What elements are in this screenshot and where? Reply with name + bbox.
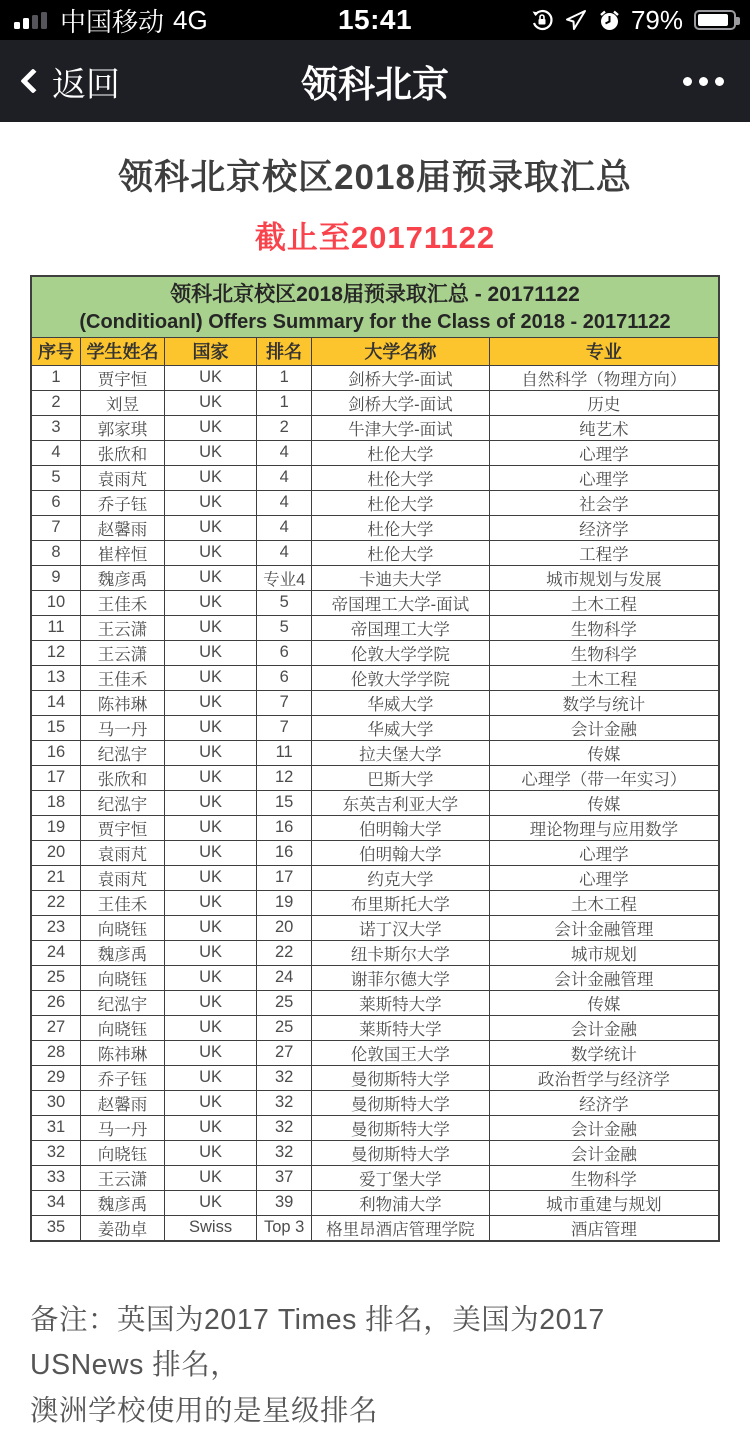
article-subtitle: 截止至20171122	[0, 212, 750, 257]
cell-rank: 5	[257, 615, 312, 640]
cell-university: 曼彻斯特大学	[312, 1065, 490, 1090]
col-header-rank: 排名	[257, 337, 312, 365]
cell-rank: 4	[257, 540, 312, 565]
cell-rank: 37	[257, 1165, 312, 1190]
cell-country: UK	[164, 1090, 256, 1115]
cell-student-name: 向晓钰	[81, 1015, 165, 1040]
cell-university: 伦敦大学学院	[312, 640, 490, 665]
cell-country: UK	[164, 840, 256, 865]
cell-university: 杜伦大学	[312, 490, 490, 515]
cell-university: 拉夫堡大学	[312, 740, 490, 765]
cell-rank: 25	[257, 1015, 312, 1040]
cell-country: UK	[164, 865, 256, 890]
cell-rank: 39	[257, 1190, 312, 1215]
cell-student-name: 魏彦禹	[81, 565, 165, 590]
table-row	[31, 1165, 719, 1190]
cell-country: UK	[164, 515, 256, 540]
cell-index: 23	[31, 915, 81, 940]
battery-icon	[694, 10, 736, 30]
cell-major: 酒店管理	[489, 1215, 719, 1241]
table-row	[31, 490, 719, 515]
cell-rank: 27	[257, 1040, 312, 1065]
table-row	[31, 590, 719, 615]
table-row	[31, 415, 719, 440]
table-row	[31, 965, 719, 990]
cell-major: 社会学	[489, 490, 719, 515]
cell-student-name: 张欣和	[81, 440, 165, 465]
cell-student-name: 王云潇	[81, 615, 165, 640]
cell-rank: 32	[257, 1115, 312, 1140]
table-row	[31, 465, 719, 490]
table-row	[31, 515, 719, 540]
network-type-label: 4G	[173, 5, 208, 36]
footnote-line: 澳洲学校使用的是星级排名	[30, 1389, 720, 1434]
cell-index: 30	[31, 1090, 81, 1115]
cell-index: 11	[31, 615, 81, 640]
cell-rank: 7	[257, 690, 312, 715]
cell-university: 剑桥大学-面试	[312, 390, 490, 415]
cell-major: 心理学	[489, 840, 719, 865]
cell-student-name: 陈祎琳	[81, 690, 165, 715]
cell-major: 心理学（带一年实习）	[489, 765, 719, 790]
cell-university: 曼彻斯特大学	[312, 1115, 490, 1140]
status-time: 15:41	[0, 4, 750, 36]
table-title-cn: 领科北京校区2018届预录取汇总 - 20171122	[31, 276, 719, 309]
cell-university: 谢菲尔德大学	[312, 965, 490, 990]
cell-index: 7	[31, 515, 81, 540]
cell-rank: 6	[257, 665, 312, 690]
cell-university: 诺丁汉大学	[312, 915, 490, 940]
cell-country: UK	[164, 1015, 256, 1040]
cell-country: UK	[164, 565, 256, 590]
cell-rank: 32	[257, 1065, 312, 1090]
cell-student-name: 袁雨芃	[81, 865, 165, 890]
cell-student-name: 姜劭卓	[81, 1215, 165, 1241]
cell-major: 工程学	[489, 540, 719, 565]
cell-rank: 1	[257, 390, 312, 415]
cell-university: 东英吉利亚大学	[312, 790, 490, 815]
cell-index: 24	[31, 940, 81, 965]
page-title: 领科北京	[0, 54, 750, 108]
cell-major: 土木工程	[489, 665, 719, 690]
cell-university: 剑桥大学-面试	[312, 365, 490, 390]
cell-rank: 24	[257, 965, 312, 990]
table-row	[31, 815, 719, 840]
cell-index: 6	[31, 490, 81, 515]
cell-country: UK	[164, 715, 256, 740]
cell-index: 22	[31, 890, 81, 915]
cell-index: 16	[31, 740, 81, 765]
cell-student-name: 向晓钰	[81, 965, 165, 990]
cell-rank: 12	[257, 765, 312, 790]
cell-rank: 16	[257, 840, 312, 865]
table-row	[31, 1015, 719, 1040]
cell-student-name: 袁雨芃	[81, 465, 165, 490]
col-header-student-name: 学生姓名	[81, 337, 165, 365]
orientation-lock-icon	[529, 7, 555, 33]
table-row	[31, 690, 719, 715]
cell-country: UK	[164, 915, 256, 940]
cell-major: 城市规划	[489, 940, 719, 965]
table-row	[31, 665, 719, 690]
cell-student-name: 王佳禾	[81, 890, 165, 915]
cell-country: UK	[164, 490, 256, 515]
cell-major: 理论物理与应用数学	[489, 815, 719, 840]
cell-index: 26	[31, 990, 81, 1015]
more-dot-icon	[715, 77, 724, 86]
cell-major: 经济学	[489, 1090, 719, 1115]
table-row	[31, 615, 719, 640]
cell-country: UK	[164, 765, 256, 790]
more-menu-button[interactable]	[681, 67, 726, 96]
cell-university: 爱丁堡大学	[312, 1165, 490, 1190]
cell-student-name: 陈祎琳	[81, 1040, 165, 1065]
cell-country: UK	[164, 890, 256, 915]
cell-university: 杜伦大学	[312, 465, 490, 490]
cell-student-name: 王佳禾	[81, 590, 165, 615]
cell-university: 莱斯特大学	[312, 990, 490, 1015]
cell-major: 经济学	[489, 515, 719, 540]
cell-major: 土木工程	[489, 890, 719, 915]
cell-rank: 2	[257, 415, 312, 440]
col-header-index: 序号	[31, 337, 81, 365]
cell-index: 20	[31, 840, 81, 865]
col-header-university: 大学名称	[312, 337, 490, 365]
cell-major: 会计金融	[489, 1140, 719, 1165]
col-header-country: 国家	[164, 337, 256, 365]
cell-student-name: 马一丹	[81, 715, 165, 740]
cell-country: UK	[164, 465, 256, 490]
cell-index: 10	[31, 590, 81, 615]
table-row	[31, 840, 719, 865]
cell-university: 帝国理工大学	[312, 615, 490, 640]
more-dot-icon	[699, 77, 708, 86]
cell-rank: 32	[257, 1140, 312, 1165]
cell-country: UK	[164, 965, 256, 990]
cell-university: 曼彻斯特大学	[312, 1140, 490, 1165]
cell-index: 21	[31, 865, 81, 890]
cell-country: UK	[164, 740, 256, 765]
cell-index: 19	[31, 815, 81, 840]
cell-major: 自然科学（物理方向）	[489, 365, 719, 390]
table-row	[31, 1190, 719, 1215]
cell-country: UK	[164, 390, 256, 415]
cell-country: UK	[164, 665, 256, 690]
cell-university: 伯明翰大学	[312, 840, 490, 865]
cell-student-name: 乔子钰	[81, 1065, 165, 1090]
cell-university: 华威大学	[312, 690, 490, 715]
offers-table-body	[31, 365, 719, 1241]
cell-rank: 7	[257, 715, 312, 740]
offers-table	[30, 275, 720, 1242]
cell-index: 28	[31, 1040, 81, 1065]
cell-major: 会计金融管理	[489, 965, 719, 990]
cell-index: 17	[31, 765, 81, 790]
cell-country: UK	[164, 815, 256, 840]
table-row	[31, 1215, 719, 1241]
table-row	[31, 1065, 719, 1090]
cell-major: 纯艺术	[489, 415, 719, 440]
cell-rank: 32	[257, 1090, 312, 1115]
cell-major: 传媒	[489, 790, 719, 815]
cell-university: 杜伦大学	[312, 440, 490, 465]
location-icon	[564, 8, 588, 32]
table-row	[31, 440, 719, 465]
cell-index: 18	[31, 790, 81, 815]
cell-university: 约克大学	[312, 865, 490, 890]
battery-percent-label: 79%	[631, 5, 683, 36]
table-row	[31, 715, 719, 740]
cell-signal-icon	[14, 11, 47, 29]
cell-index: 1	[31, 365, 81, 390]
cell-index: 29	[31, 1065, 81, 1090]
cell-rank: 25	[257, 990, 312, 1015]
cell-student-name: 向晓钰	[81, 1140, 165, 1165]
cell-university: 牛津大学-面试	[312, 415, 490, 440]
back-button[interactable]	[24, 57, 120, 106]
cell-university: 伦敦国王大学	[312, 1040, 490, 1065]
cell-university: 帝国理工大学-面试	[312, 590, 490, 615]
cell-index: 9	[31, 565, 81, 590]
cell-student-name: 王云潇	[81, 640, 165, 665]
status-bar	[0, 0, 750, 40]
cell-major: 会计金融	[489, 1115, 719, 1140]
nav-bar	[0, 40, 750, 122]
table-row	[31, 890, 719, 915]
cell-university: 卡迪夫大学	[312, 565, 490, 590]
cell-student-name: 魏彦禹	[81, 1190, 165, 1215]
cell-index: 14	[31, 690, 81, 715]
cell-major: 生物科学	[489, 640, 719, 665]
cell-rank: Top 3	[257, 1215, 312, 1241]
cell-major: 会计金融管理	[489, 915, 719, 940]
cell-rank: 5	[257, 590, 312, 615]
article-body	[0, 150, 750, 1434]
cell-index: 27	[31, 1015, 81, 1040]
cell-major: 城市规划与发展	[489, 565, 719, 590]
cell-country: UK	[164, 940, 256, 965]
cell-major: 传媒	[489, 740, 719, 765]
cell-rank: 6	[257, 640, 312, 665]
cell-student-name: 马一丹	[81, 1115, 165, 1140]
cell-country: UK	[164, 540, 256, 565]
cell-major: 生物科学	[489, 1165, 719, 1190]
cell-student-name: 袁雨芃	[81, 840, 165, 865]
cell-university: 伯明翰大学	[312, 815, 490, 840]
cell-student-name: 乔子钰	[81, 490, 165, 515]
cell-country: UK	[164, 640, 256, 665]
cell-index: 13	[31, 665, 81, 690]
footnote-line: 备注：英国为2017 Times 排名，美国为2017 USNews 排名，	[30, 1298, 720, 1389]
cell-rank: 1	[257, 365, 312, 390]
cell-country: UK	[164, 1115, 256, 1140]
cell-university: 布里斯托大学	[312, 890, 490, 915]
table-row	[31, 540, 719, 565]
cell-country: UK	[164, 1040, 256, 1065]
cell-rank: 16	[257, 815, 312, 840]
table-row	[31, 365, 719, 390]
cell-student-name: 贾宇恒	[81, 815, 165, 840]
cell-country: UK	[164, 690, 256, 715]
cell-country: Swiss	[164, 1215, 256, 1241]
article-title: 领科北京校区2018届预录取汇总	[0, 150, 750, 200]
cell-student-name: 郭家琪	[81, 415, 165, 440]
cell-major: 生物科学	[489, 615, 719, 640]
cell-student-name: 赵馨雨	[81, 515, 165, 540]
cell-index: 5	[31, 465, 81, 490]
cell-university: 巴斯大学	[312, 765, 490, 790]
table-row	[31, 790, 719, 815]
table-row	[31, 990, 719, 1015]
cell-rank: 4	[257, 465, 312, 490]
cell-country: UK	[164, 440, 256, 465]
cell-country: UK	[164, 615, 256, 640]
footnote	[30, 1298, 720, 1434]
cell-index: 12	[31, 640, 81, 665]
cell-major: 城市重建与规划	[489, 1190, 719, 1215]
table-row	[31, 565, 719, 590]
cell-index: 31	[31, 1115, 81, 1140]
table-row	[31, 865, 719, 890]
table-row	[31, 1115, 719, 1140]
cell-rank: 17	[257, 865, 312, 890]
cell-university: 华威大学	[312, 715, 490, 740]
back-chevron-icon	[20, 68, 45, 93]
cell-country: UK	[164, 365, 256, 390]
table-row	[31, 940, 719, 965]
cell-student-name: 赵馨雨	[81, 1090, 165, 1115]
cell-index: 32	[31, 1140, 81, 1165]
cell-index: 15	[31, 715, 81, 740]
cell-rank: 专业4	[257, 565, 312, 590]
cell-major: 会计金融	[489, 715, 719, 740]
cell-rank: 15	[257, 790, 312, 815]
cell-university: 格里昂酒店管理学院	[312, 1215, 490, 1241]
cell-index: 4	[31, 440, 81, 465]
cell-university: 纽卡斯尔大学	[312, 940, 490, 965]
cell-index: 35	[31, 1215, 81, 1241]
cell-country: UK	[164, 1140, 256, 1165]
col-header-major: 专业	[489, 337, 719, 365]
cell-student-name: 刘昱	[81, 390, 165, 415]
cell-major: 政治哲学与经济学	[489, 1065, 719, 1090]
table-title-en: (Conditioanl) Offers Summary for the Class of 2018 - 20171122	[31, 309, 719, 337]
table-row	[31, 1140, 719, 1165]
cell-student-name: 纪泓宇	[81, 990, 165, 1015]
cell-student-name: 崔梓恒	[81, 540, 165, 565]
cell-student-name: 王佳禾	[81, 665, 165, 690]
cell-major: 历史	[489, 390, 719, 415]
table-row	[31, 640, 719, 665]
cell-university: 利物浦大学	[312, 1190, 490, 1215]
cell-student-name: 魏彦禹	[81, 940, 165, 965]
cell-index: 25	[31, 965, 81, 990]
alarm-icon	[597, 8, 622, 33]
table-row	[31, 915, 719, 940]
cell-rank: 4	[257, 515, 312, 540]
cell-rank: 20	[257, 915, 312, 940]
cell-major: 心理学	[489, 865, 719, 890]
cell-student-name: 王云潇	[81, 1165, 165, 1190]
cell-rank: 4	[257, 440, 312, 465]
cell-student-name: 张欣和	[81, 765, 165, 790]
cell-university: 曼彻斯特大学	[312, 1090, 490, 1115]
cell-university: 莱斯特大学	[312, 1015, 490, 1040]
cell-major: 会计金融	[489, 1015, 719, 1040]
cell-university: 杜伦大学	[312, 540, 490, 565]
cell-index: 8	[31, 540, 81, 565]
table-header-row	[31, 337, 719, 365]
cell-rank: 19	[257, 890, 312, 915]
cell-major: 数学统计	[489, 1040, 719, 1065]
cell-index: 3	[31, 415, 81, 440]
cell-country: UK	[164, 1065, 256, 1090]
table-row	[31, 740, 719, 765]
cell-rank: 22	[257, 940, 312, 965]
cell-index: 2	[31, 390, 81, 415]
cell-major: 土木工程	[489, 590, 719, 615]
cell-major: 传媒	[489, 990, 719, 1015]
table-row	[31, 765, 719, 790]
cell-country: UK	[164, 590, 256, 615]
cell-university: 伦敦大学学院	[312, 665, 490, 690]
cell-major: 数学与统计	[489, 690, 719, 715]
cell-student-name: 纪泓宇	[81, 740, 165, 765]
cell-country: UK	[164, 1165, 256, 1190]
table-row	[31, 390, 719, 415]
cell-country: UK	[164, 415, 256, 440]
cell-index: 34	[31, 1190, 81, 1215]
cell-major: 心理学	[489, 440, 719, 465]
table-row	[31, 1090, 719, 1115]
more-dot-icon	[683, 77, 692, 86]
cell-rank: 4	[257, 490, 312, 515]
cell-rank: 11	[257, 740, 312, 765]
cell-student-name: 贾宇恒	[81, 365, 165, 390]
table-row	[31, 1040, 719, 1065]
cell-student-name: 纪泓宇	[81, 790, 165, 815]
cell-index: 33	[31, 1165, 81, 1190]
cell-country: UK	[164, 1190, 256, 1215]
cell-student-name: 向晓钰	[81, 915, 165, 940]
carrier-label: 中国移动	[60, 2, 164, 39]
cell-university: 杜伦大学	[312, 515, 490, 540]
cell-country: UK	[164, 790, 256, 815]
back-label: 返回	[52, 57, 120, 106]
cell-major: 心理学	[489, 465, 719, 490]
cell-country: UK	[164, 990, 256, 1015]
